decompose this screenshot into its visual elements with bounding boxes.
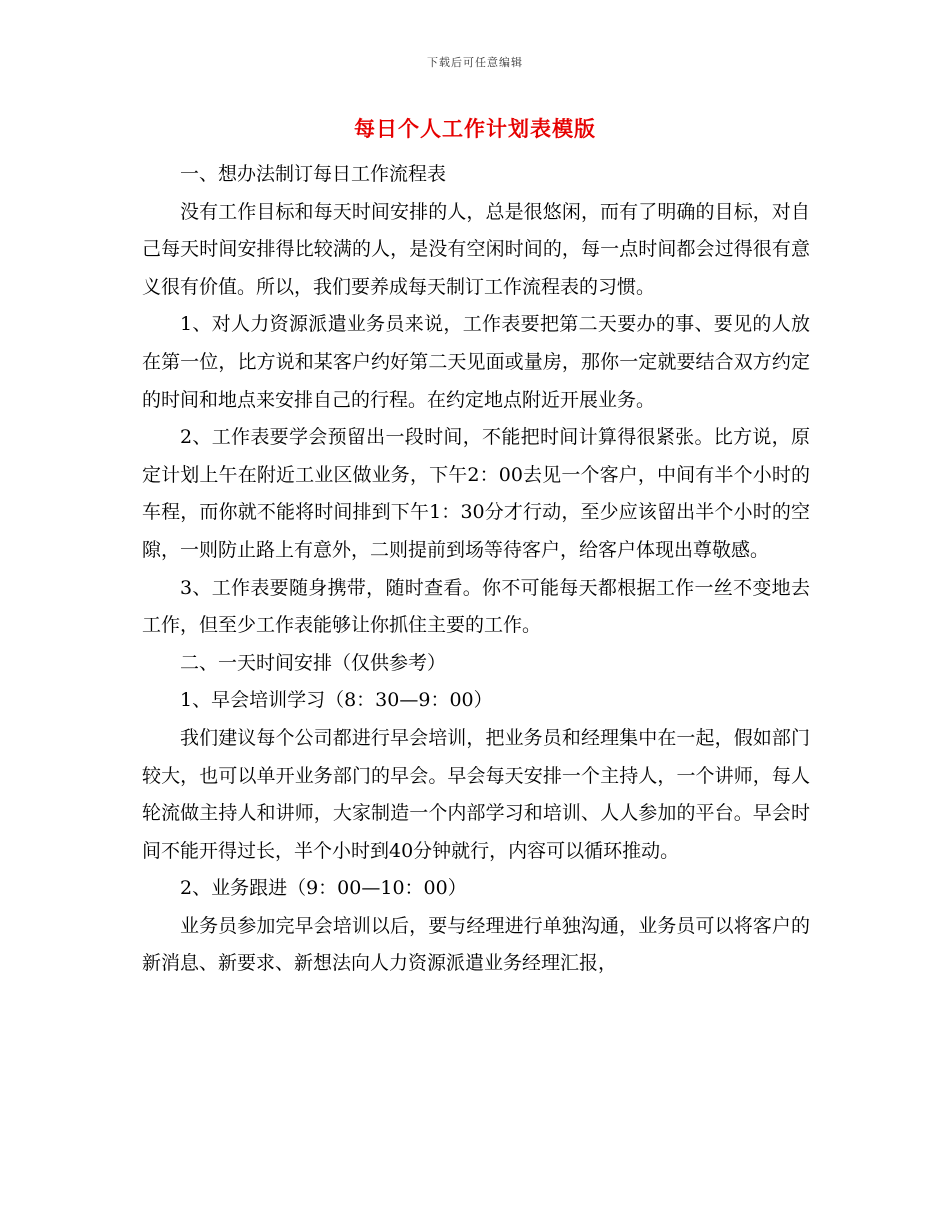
paragraph-item-3: 3、工作表要随身携带，随时查看。你不可能每天都根据工作一丝不变地去工作，但至少工作表能够让你抓住主要的工作。 (142, 576, 810, 637)
document-body (142, 156, 810, 983)
section-heading-2: 二、一天时间安排（仅供参考） (180, 651, 447, 674)
paragraph-morning-meeting: 我们建议每个公司都进行早会培训，把业务员和经理集中在一起，假如部门较大，也可以单开业务部门的早会。早会每天安排一个主持人，一个讲师，每人轮流做主持人和讲师，大家制造一个内部学习和培训、人人参加的平台。早会时间不能开得过长，半个小时到40分钟就行，内容可以循环推动。 (142, 726, 810, 862)
subheading-business-followup: 2、业务跟进（9：00—10：00） (180, 877, 467, 900)
paragraph-item-2: 2、工作表要学会预留出一段时间，不能把时间计算得很紧张。比方说，原定计划上午在附近工业区做业务，下午2：00去见一个客户，中间有半个小时的车程，而你就不能将时间排到下午1：30分才行动，至少应该留出半个小时的空隙，一则防止路上有意外，二则提前到场等待客户，给客户体现出尊敬感。 (142, 426, 810, 561)
paragraph-intro: 没有工作目标和每天时间安排的人，总是很悠闲，而有了明确的目标，对自己每天时间安排得比较满的人，是没有空闲时间的，每一点时间都会过得很有意义很有价值。所以，我们要养成每天制订工作流程表的习惯。 (142, 200, 810, 298)
paragraph-item-1: 1、对人力资源派遣业务员来说，工作表要把第二天要办的事、要见的人放在第一位，比方说和某客户约好第二天见面或量房，那你一定就要结合双方约定的时间和地点来安排自己的行程。在约定地点附近开展业务。 (142, 313, 810, 411)
paragraph-business-followup: 业务员参加完早会培训以后，要与经理进行单独沟通，业务员可以将客户的新消息、新要求、新想法向人力资源派遣业务经理汇报， (142, 914, 810, 975)
subheading-morning-meeting: 1、早会培训学习（8：30—9：00） (180, 689, 493, 712)
header-note: 下载后可任意编辑 (427, 56, 523, 69)
document-title: 每日个人工作计划表模版 (354, 116, 596, 141)
section-heading-1: 一、想办法制订每日工作流程表 (180, 163, 447, 185)
